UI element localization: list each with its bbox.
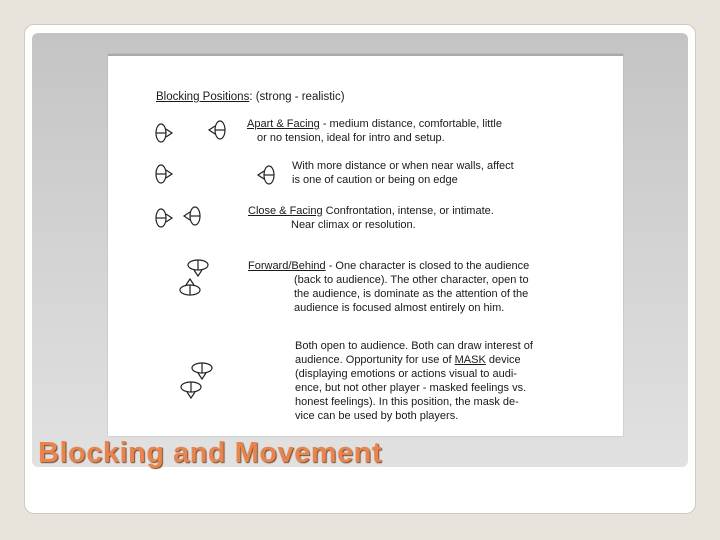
actor-facing-audience-icon bbox=[190, 362, 216, 382]
actor-facing-left-icon bbox=[205, 119, 227, 143]
actor-facing-right-icon bbox=[154, 163, 176, 187]
actor-facing-right-icon bbox=[154, 122, 176, 146]
entry-forward-behind: Forward/Behind - One character is closed to the audience (back to audience). The other character, open to the audience, is dominate as the attention of the audience is focused almost entirely on him. bbox=[248, 260, 530, 314]
document-heading: Blocking Positions: (strong - realistic) bbox=[156, 91, 345, 103]
actor-back-to-audience-icon bbox=[178, 277, 204, 297]
slide-title: Blocking and Movement bbox=[38, 437, 383, 469]
actor-facing-audience-icon bbox=[186, 259, 212, 279]
entry-both-open: Both open to audience. Both can draw interest of audience. Opportunity for use of MASK device (displaying emotions or actions visual to audi- ence, but not other player - masked feelings vs. honest feelings). In this position, the mask de- vice can be used by both players. bbox=[295, 340, 533, 422]
entry-more-distance: With more distance or when near walls, affect is one of caution or being on edge bbox=[292, 160, 514, 186]
actor-facing-right-icon bbox=[154, 207, 176, 231]
scanned-document bbox=[108, 54, 623, 436]
actor-facing-audience-icon bbox=[179, 381, 205, 401]
actor-facing-left-icon bbox=[254, 164, 276, 188]
actor-facing-left-icon bbox=[180, 205, 202, 229]
entry-apart-facing: Apart & Facing - medium distance, comfortable, little or no tension, ideal for intro and setup. bbox=[247, 118, 502, 144]
entry-close-facing: Close & Facing Confrontation, intense, or intimate. Near climax or resolution. bbox=[248, 205, 494, 231]
